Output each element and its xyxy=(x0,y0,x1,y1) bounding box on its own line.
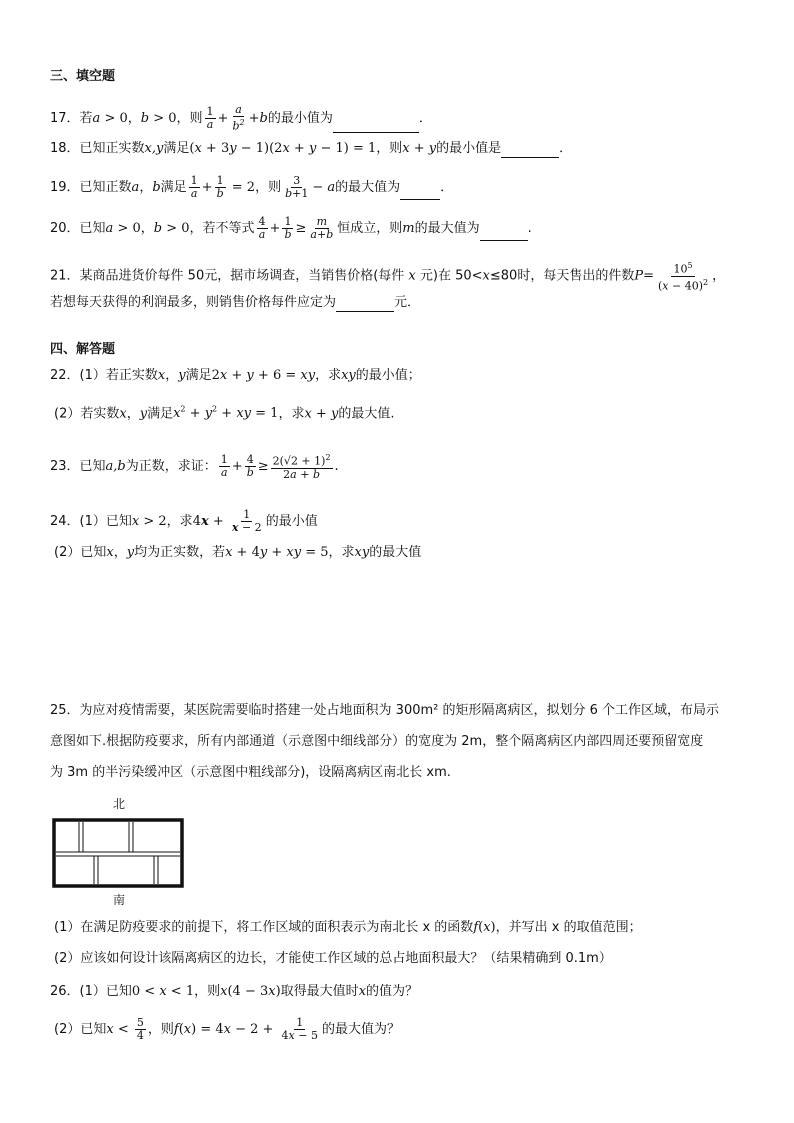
fraction-p-formula: $\frac{10^5}{(x - 40)^2}$ xyxy=(657,261,709,293)
section-heading-solve: 四、解答题 xyxy=(50,342,116,357)
q22-p2-comma: ， xyxy=(126,406,140,422)
q19-end: ． xyxy=(440,180,454,195)
q18-ask: 的最小值是 xyxy=(436,141,502,156)
q20-ask: 的最大值为 xyxy=(414,221,480,236)
question-22-part1: 22．(1）若正实数x，y满足2x + y + 6 = xy，求xy的最小值； xyxy=(50,368,421,383)
question-20: 20．已知a > 0，b > 0，若不等式 $\frac{4}{a}$ + $\frac{1}{b}$ ≥ $\frac{m}{a+b}$ 恒成立，则m的最大值为 . xyxy=(50,215,532,241)
question-18: 18．已知正实数x,y满足(x + 3y − 1)(2x + y − 1) = 1，则x + y的最小值是 ． xyxy=(50,141,573,156)
fraction-5-over-4: $\frac{5}{4}$ xyxy=(136,1016,144,1042)
q24-text: 24．(1）已知 xyxy=(50,514,132,529)
q24-p2-find: ，求 xyxy=(328,545,355,560)
q26-p2-ask: 的最大值为？ xyxy=(321,1022,400,1037)
q20-end: . xyxy=(527,221,532,236)
fraction-m-over-a-plus-b: $\frac{m}{a+b}$ xyxy=(310,215,334,241)
q24-ask: 的最小值 xyxy=(265,514,318,529)
q22-p2-text: (2）若实数 xyxy=(54,406,120,422)
fraction-1-over-a: $\frac{1}{a}$ xyxy=(220,452,228,479)
q26-p2-text: (2）已知 xyxy=(54,1022,107,1037)
q21-end: 元． xyxy=(394,295,421,310)
q19-comma: ， xyxy=(139,180,153,195)
question-24-part1: 24．(1）已知x > 2，求4x + $\frac{1}{x - 2}$ 的最小值 xyxy=(50,508,318,534)
q24-find: ，求 xyxy=(166,514,193,529)
q22-comma: ， xyxy=(165,368,179,383)
section-heading-fill: 三、填空题 xyxy=(50,69,116,84)
q21-count: ≤80时，每天售出的件数 xyxy=(489,268,635,284)
q26-text: 26．(1）已知 xyxy=(50,984,132,999)
fraction-1-over-4x-minus-5: $\frac{1}{4x - 5}$ xyxy=(281,1016,318,1042)
question-21: 21．某商品进货价每件 50元，据市场调查，当销售价格(每件 x 元)在 50<x≤80时，每天售出的件数P= $\frac{10^5}{(x - 40)^2}$ ， xyxy=(50,261,726,293)
q17-end: ． xyxy=(418,110,432,126)
q18-satisfy: 满足 xyxy=(163,141,190,156)
q25-p1-tail: ，并写出 x 的取值范围； xyxy=(495,920,642,935)
q21-text: 21．某商品进货价每件 50元，据市场调查，当销售价格(每件 xyxy=(50,268,405,284)
q22-satisfy: 满足 xyxy=(185,368,212,383)
q19-then: ，则 xyxy=(255,180,282,195)
question-19: 19．已知正数a，b满足 $\frac{1}{a}$ + $\frac{1}{b}$ = 2，则 $\frac{3}{b+1}$ − a的最大值为 ． xyxy=(50,174,454,200)
q18-text: 18．已知正实数 xyxy=(50,141,145,156)
q22-p2-find: ，求 xyxy=(278,406,305,422)
answer-blank-17[interactable] xyxy=(333,118,419,133)
label-north: 北 xyxy=(113,797,126,811)
label-south: 南 xyxy=(113,893,126,907)
answer-blank-18[interactable] xyxy=(501,143,559,158)
question-23: 23．已知a,b为正数，求证： $\frac{1}{a}$ + $\frac{4}{b}$ ≥ $\frac{2(√2 + 1)^2}{2a + b}$ . xyxy=(50,452,339,481)
q26-ask: 的值为？ xyxy=(366,984,419,999)
q19-satisfy: 满足 xyxy=(160,180,187,195)
q26-when: 取得最大值时 xyxy=(280,984,359,999)
question-25-line2: 意图如下.根据防疫要求，所有内部通道（示意图中细线部分）的宽度为 2m，整个隔离病区内部四周还要预留宽度 xyxy=(50,734,704,749)
fraction-inequality-rhs: $\frac{2(√2 + 1)^2}{2a + b}$ xyxy=(272,453,331,481)
q24-p2-positive: 均为正实数，若 xyxy=(134,545,226,560)
q17-comma: ， xyxy=(127,110,141,126)
fraction-4-over-b: $\frac{4}{b}$ xyxy=(246,452,254,479)
q19-ask: 的最大值为 xyxy=(335,180,401,195)
answer-blank-21[interactable] xyxy=(336,297,394,312)
q20-if: ，若不等式 xyxy=(189,221,255,236)
fraction-1-over-a: $\frac{1}{a}$ xyxy=(206,104,214,131)
q20-comma: ， xyxy=(140,221,154,236)
fraction-1-over-b: $\frac{1}{b}$ xyxy=(284,215,292,241)
question-22-part2: (2）若实数x，y满足$x^2 + y^2$ + xy = 1，求x + y的最大值. xyxy=(54,405,395,422)
fraction-1-over-a: $\frac{1}{a}$ xyxy=(190,174,198,200)
question-26-part2: (2）已知x < $\frac{5}{4}$ ，则f(x) = 4x − 2 + $\frac{1}{4x - 5}$ 的最大值为？ xyxy=(54,1016,400,1042)
q17-text: 17．若 xyxy=(50,110,93,126)
q20-text: 20．已知 xyxy=(50,221,106,236)
q21-ask: 若想每天获得的利润最多，则销售价格每件应定为 xyxy=(50,295,337,310)
q18-then: ，则 xyxy=(376,141,403,156)
q23-text: 23．已知 xyxy=(50,458,106,474)
q22-text: 22．(1）若正实数 xyxy=(50,368,158,383)
answer-blank-19[interactable] xyxy=(400,185,440,200)
question-26-part1: 26．(1）已知0 < x < 1，则x(4 − 3x)取得最大值时x的值为？ xyxy=(50,984,419,999)
question-25-line3: 为 3m 的半污染缓冲区（示意图中粗线部分)，设隔离病区南北长 xm. xyxy=(50,765,451,780)
q23-end: . xyxy=(334,458,339,474)
q24-p2-comma: ， xyxy=(113,545,127,560)
q24-p2-ask: 的最大值 xyxy=(369,545,422,560)
question-25-line1: 25．为应对疫情需要，某医院需要临时搭建一处占地面积为 300m² 的矩形隔离病区，拟划分 6 个工作区域，布局示 xyxy=(50,703,720,718)
fraction-1-over-b: $\frac{1}{b}$ xyxy=(216,174,224,200)
q17-then: ，则 xyxy=(176,110,203,126)
q20-holds: 恒成立，则 xyxy=(337,221,403,236)
q21-comma: ， xyxy=(712,268,726,284)
fraction-4-over-a: $\frac{4}{a}$ xyxy=(258,215,266,241)
q17-ask: 的最小值为 xyxy=(267,110,333,126)
q26-p2-then: ，则 xyxy=(147,1022,174,1037)
fraction-a-over-b2: $\frac{a}{b^2}$ xyxy=(232,103,245,133)
q22-p2-satisfy: 满足 xyxy=(147,406,174,422)
q22-ask: 的最小值； xyxy=(355,368,421,383)
fraction-1-over-x-minus-2: $\frac{1}{x - 2}$ xyxy=(231,508,262,534)
answer-blank-20[interactable] xyxy=(480,226,528,241)
q18-end: ． xyxy=(559,141,573,156)
question-25-part1: (1）在满足防疫要求的前提下，将工作区域的面积表示为南北长 x 的函数f(x)，并写出 x 的取值范围； xyxy=(54,920,642,935)
question-17: 17．若a > 0，b > 0，则 $\frac{1}{a}$ + $\frac{a}{b^2}$ +b的最小值为 ． xyxy=(50,103,432,133)
q22-find: ，求 xyxy=(315,368,342,383)
q26-then: ，则 xyxy=(194,984,221,999)
question-25-part2: (2）应该如何设计该隔离病区的边长，才能使工作区域的总占地面积最大？（结果精确到 0.1m） xyxy=(54,951,612,966)
q19-text: 19．已知正数 xyxy=(50,180,132,195)
fraction-3-over-b-plus-1: $\frac{3}{b+1}$ xyxy=(285,174,309,200)
q22-p2-ask: 的最大值. xyxy=(338,406,395,422)
q23-prove: 为正数，求证： xyxy=(125,458,217,474)
question-21-line2 xyxy=(50,294,420,312)
q21-range: 元)在 50< xyxy=(419,268,483,284)
q25-p1-text: (1）在满足防疫要求的前提下，将工作区域的面积表示为南北长 x 的函数 xyxy=(54,920,474,935)
q24-p2-text: (2）已知 xyxy=(54,545,107,560)
question-24-part2: (2）已知x，y均为正实数，若x + 4y + xy = 5，求xy的最大值 xyxy=(54,545,422,560)
quarantine-layout-diagram xyxy=(52,818,184,888)
